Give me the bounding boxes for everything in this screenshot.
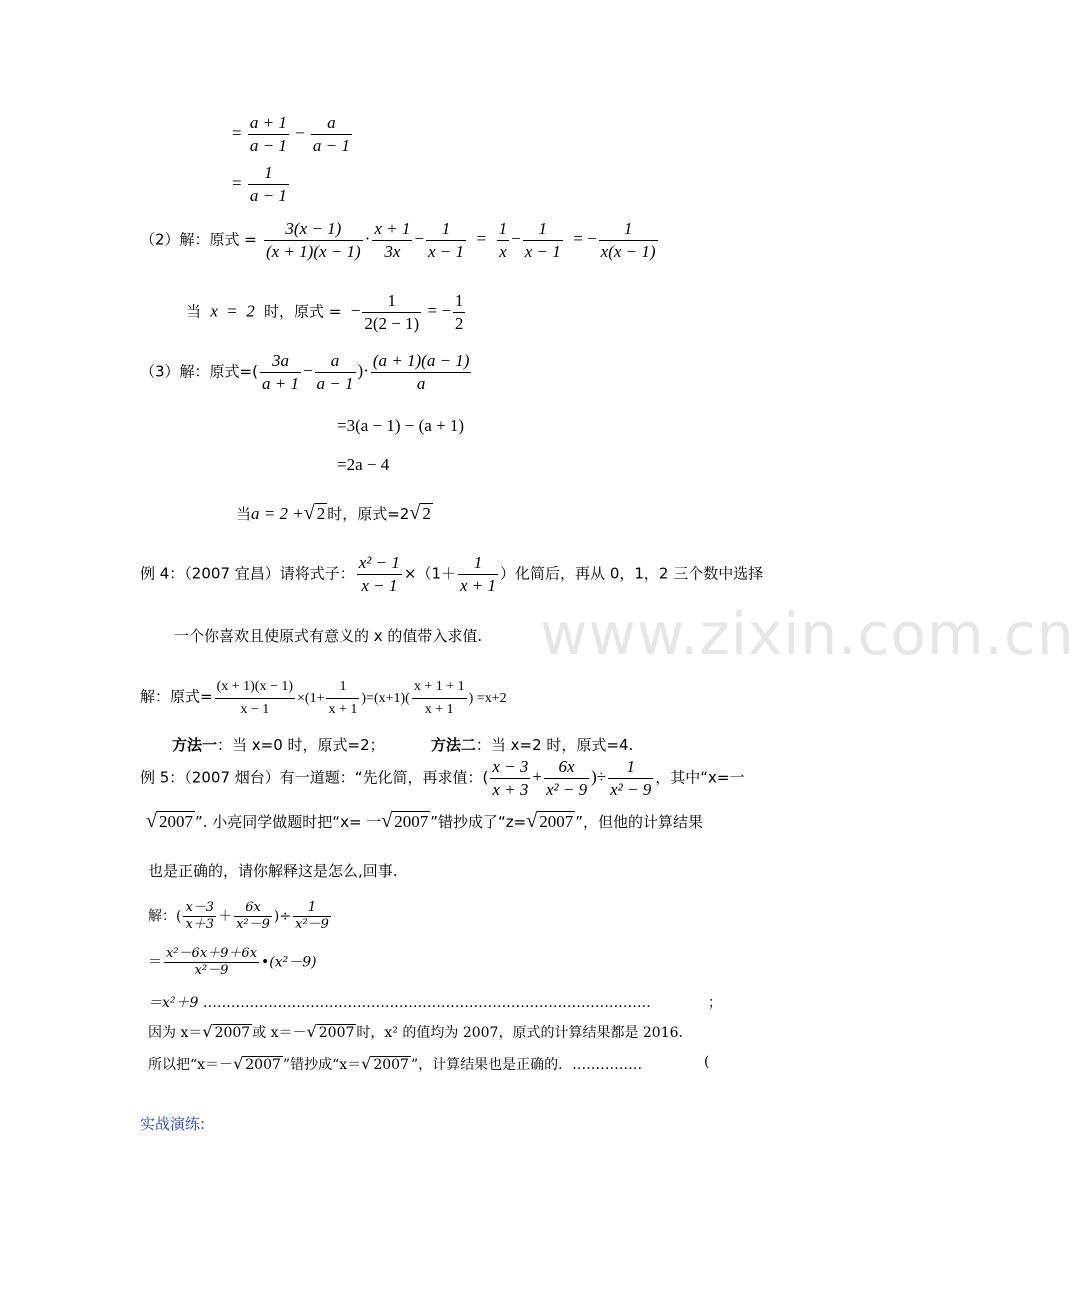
solution-box-line4: 因为 x＝√ 2007 或 x＝－√ 2007 时，x² 的值均为 2007，原式的计算结果都是 2016. — [148, 1022, 683, 1041]
part1-line1: = $\frac{a + 1}{a - 1}$ − $\frac{a}{a - 1}$ — [232, 113, 350, 155]
part3-step1: =3(a − 1) − (a + 1) — [337, 416, 465, 435]
example5-question-line3: 也是正确的，请你解释这是怎么,回事. — [148, 862, 398, 880]
part2-evaluate: 当 x = 2 时，原式 = − $\frac{1}{2(2 - 1)}$ = − $\frac{1}{2}$ — [186, 291, 464, 333]
solution-box-line3: ＝x²＋9 …………………………………………………………………………………… — [148, 995, 651, 1011]
solution-box-line5-trail: ( — [704, 1054, 710, 1070]
part2-solution: （2）解：原式 = $\frac{3(x - 1)}{(x + 1)(x - 1)}$ · $\frac{x + 1}{3x}$ − $\frac{1}{x - 1}$ = $\frac{1}{x}$ − $\frac{1}{x - 1}$ = − $\frac{1}{x(x - 1)}$ — [140, 219, 656, 261]
solution-box-line2: ＝ $\frac{\text{x²－6x＋9＋6x}}{\text{x²－9}}$ •(x²－9) — [148, 946, 317, 978]
example5-question-line2: √ 2007 ”. 小亮同学做题时把“x= 一√ 2007 ”错抄成了“z=√ 2007 ”，但他的计算结果 — [146, 810, 704, 832]
solution-box-line5: 所以把“x＝－√ 2007 ”错抄成“x＝√ 2007 ”，计算结果也是正确的．…………… — [148, 1054, 643, 1073]
solution-box-line1: 解：( $\frac{x-3}{x+3}$ ＋ $\frac{6x}{\text{x²－9}}$ )÷ $\frac{1}{\text{x²－9}}$ — [148, 900, 329, 932]
practice-heading: 实战演练: — [140, 1115, 206, 1133]
solution-box-line3-trail: ； — [708, 995, 722, 1011]
example4-question: 例 4：（2007 宜昌）请将式子： $\frac{\text{x² − 1}}{x - 1}$ ×（1＋ $\frac{1}{x + 1}$ ）化简后，再从 0，1，2 三个数中选择 — [140, 553, 764, 595]
example4-solution: 解：原式= $\frac{(x + 1)(x - 1)}{x - 1}$ ×(1+ $\frac{1}{x + 1}$ )=(x+1)( $\frac{x + 1 + 1}{x + 1}$ ) =x+2 — [140, 676, 507, 721]
part3-solution: （3）解：原式=( $\frac{3a}{a + 1}$ − $\frac{a}{a - 1}$ )· $\frac{(a + 1)(a - 1)}{a}$ — [140, 351, 470, 393]
part1-line2: = $\frac{1}{a - 1}$ — [232, 163, 287, 205]
watermark: www.zixin.com.cn — [540, 600, 1075, 668]
part3-step2: =2a − 4 — [337, 455, 390, 474]
example4-question-line2: 一个你喜欢且使原式有意义的 x 的值带入求值. — [174, 627, 483, 645]
part3-evaluate: 当a = 2 +√ 2 时，原式=2√ 2 — [236, 502, 431, 524]
example5-question: 例 5：（2007 烟台）有一道题：“先化简，再求值：( $\frac{x - 3}{x + 3}$ + $\frac{6x}{\text{x² − 9}}$ )÷ $\frac{1}{\text{x² − 9}}$ ，其中“x=一 — [140, 757, 745, 799]
example4-methods: 方法一：当 x=0 时，原式=2； 方法二：当 x=2 时，原式=4. — [172, 736, 634, 754]
